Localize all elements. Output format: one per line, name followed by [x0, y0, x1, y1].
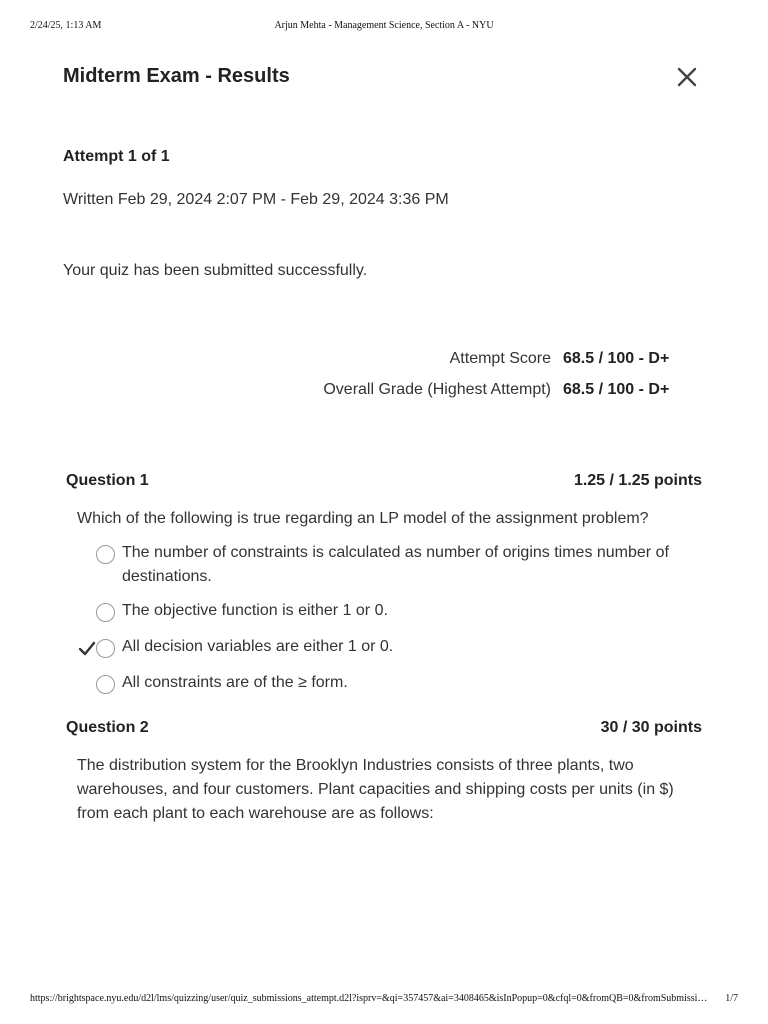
option-label: All constraints are of the ≥ form. [122, 674, 348, 691]
attempt-score-label: Attempt Score [449, 350, 551, 367]
print-footer-url: https://brightspace.nyu.edu/d2l/lms/quizzing/user/quiz_submissions_attempt.d2l?isprv=&qi=357457&ai=3408465&isInPopup=0&cfql=0&fromQB=0&fromSubmissi… [30, 993, 708, 1004]
close-button[interactable] [676, 66, 698, 88]
option-label: All decision variables are either 1 or 0. [122, 638, 394, 655]
attempt-score-value: 68.5 / 100 - D+ [563, 350, 670, 367]
question-2-header [66, 719, 702, 737]
submission-message: Your quiz has been submitted successfully. [63, 262, 368, 279]
question-2-text: The distribution system for the Brooklyn Industries consists of three plants, two warehouses, and four customers. Plant capacities and shipping costs per units (in $) from each plant to each warehouse are as follows: [77, 757, 674, 822]
close-icon [676, 66, 698, 88]
overall-grade-value: 68.5 / 100 - D+ [563, 381, 670, 398]
attempt-label: Attempt 1 of 1 [63, 148, 170, 165]
question-2-points: 30 / 30 points [600, 719, 702, 736]
overall-grade-row [323, 381, 676, 399]
print-page-number: 1/7 [725, 993, 738, 1004]
print-date: 2/24/25, 1:13 AM [30, 20, 102, 31]
question-1-option-4 [96, 671, 696, 695]
question-1-option-2 [96, 599, 696, 623]
radio-button [96, 603, 115, 622]
question-1-points: 1.25 / 1.25 points [573, 472, 702, 489]
option-label: The objective function is either 1 or 0. [122, 602, 388, 619]
question-1-title: Question 1 [66, 472, 149, 489]
written-timestamp: Written Feb 29, 2024 2:07 PM - Feb 29, 2024 3:36 PM [63, 191, 449, 208]
checkmark-icon [78, 641, 96, 657]
radio-button [96, 639, 115, 658]
question-1-header [66, 472, 702, 490]
question-2-title: Question 2 [66, 719, 149, 736]
question-1-option-3 [96, 635, 696, 659]
radio-button [96, 675, 115, 694]
option-label: The number of constraints is calculated as number of origins times number of destinations. [122, 544, 669, 585]
attempt-score-row [450, 350, 676, 368]
overall-grade-label: Overall Grade (Highest Attempt) [323, 381, 551, 398]
question-1-text: Which of the following is true regarding an LP model of the assignment problem? [77, 510, 649, 527]
print-page-title: Arjun Mehta - Management Science, Section A - NYU [274, 20, 494, 31]
radio-button [96, 545, 115, 564]
dialog-title: Midterm Exam - Results [63, 65, 290, 87]
question-1-option-1 [96, 541, 696, 589]
